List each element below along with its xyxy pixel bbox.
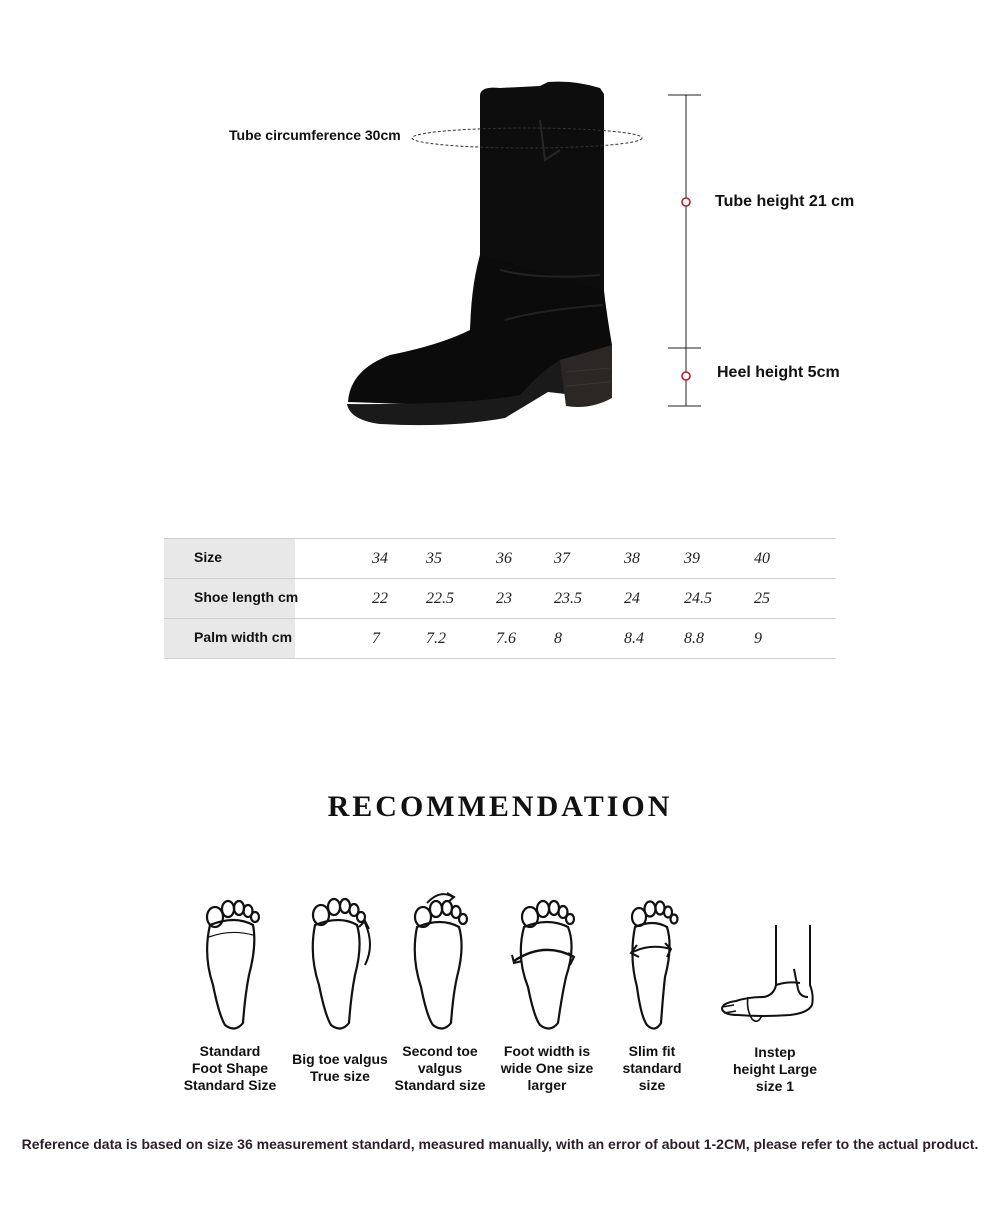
- label-line: Standard: [199, 1043, 261, 1059]
- row-header-palm-width: Palm width cm: [164, 619, 295, 658]
- table-cell: 39: [684, 550, 700, 567]
- table-cell: 7.6: [496, 630, 516, 647]
- label-line: Second toe: [402, 1043, 478, 1059]
- label-line: larger: [527, 1077, 567, 1093]
- slim-foot-icon: [597, 885, 707, 1035]
- label-line: size 1: [755, 1078, 795, 1094]
- row-header-size: Size: [164, 539, 295, 578]
- table-cell: 8.4: [624, 630, 644, 647]
- recommendation-item: [718, 885, 828, 1094]
- table-cell: 8.8: [684, 630, 704, 647]
- tube-height-label: Tube height 21 cm: [715, 193, 855, 210]
- recommendation-title: RECOMMENDATION: [327, 790, 673, 823]
- table-cell: 7.2: [426, 630, 446, 647]
- table-cell: 22: [372, 590, 388, 607]
- table-cell: 9: [754, 630, 762, 647]
- label-line: height Large: [732, 1061, 817, 1077]
- tube-height-marker: [682, 198, 690, 206]
- table-cell: 34: [372, 550, 388, 567]
- table-row-palm-width: [164, 619, 836, 659]
- table-row-size: [164, 539, 836, 579]
- heel-height-label: Heel height 5cm: [717, 364, 840, 381]
- table-cell: 7: [372, 630, 380, 647]
- table-cell: 37: [554, 550, 570, 567]
- label-line: valgus: [417, 1060, 463, 1076]
- recommendation-item: [597, 885, 707, 1093]
- label-line: Big toe valgus: [292, 1051, 388, 1067]
- table-cell: 24.5: [684, 590, 712, 607]
- second-toe-valgus-icon: [385, 885, 495, 1035]
- table-cell: 35: [426, 550, 442, 567]
- table-cell: 22.5: [426, 590, 454, 607]
- label-line: Foot Shape: [191, 1060, 269, 1076]
- label-line: Standard size: [394, 1077, 486, 1093]
- label-line: Foot width is: [503, 1043, 591, 1059]
- label-line: Standard Size: [183, 1077, 277, 1093]
- table-cell: 25: [754, 590, 770, 607]
- table-cell: 38: [624, 550, 640, 567]
- table-cell: 40: [754, 550, 770, 567]
- table-cell: 8: [554, 630, 562, 647]
- recommendation-label: [705, 1044, 845, 1095]
- boot-figure: [0, 0, 1000, 470]
- reference-footnote: Reference data is based on size 36 measurement standard, measured manually, with an error of about 1-2CM, please refer to the actual product.: [21, 1136, 979, 1152]
- size-table: [164, 538, 836, 659]
- row-header-shoe-length: Shoe length cm: [164, 579, 295, 618]
- big-toe-valgus-icon: [285, 885, 395, 1035]
- standard-foot-icon: [175, 885, 285, 1035]
- label-line: wide One size: [500, 1060, 594, 1076]
- label-line: standard: [622, 1060, 682, 1076]
- table-cell: 36: [496, 550, 512, 567]
- label-line: True size: [310, 1068, 370, 1084]
- wide-foot-icon: [492, 885, 602, 1035]
- table-cell: 24: [624, 590, 640, 607]
- recommendation-item: [385, 885, 495, 1093]
- table-cell: 23.5: [554, 590, 582, 607]
- recommendation-label: [582, 1043, 722, 1094]
- recommendation-item: [492, 885, 602, 1093]
- label-line: size: [638, 1077, 666, 1093]
- heel-height-marker: [682, 372, 690, 380]
- high-instep-icon: [718, 885, 828, 1035]
- table-cell: 23: [496, 590, 512, 607]
- recommendation-item: [175, 885, 285, 1093]
- recommendation-item: [285, 885, 395, 1084]
- table-row-shoe-length: [164, 579, 836, 619]
- boot-illustration: [0, 0, 1000, 470]
- label-line: Slim fit: [628, 1043, 676, 1059]
- label-line: Instep: [754, 1044, 796, 1060]
- tube-circumference-label: Tube circumference 30cm: [229, 127, 401, 143]
